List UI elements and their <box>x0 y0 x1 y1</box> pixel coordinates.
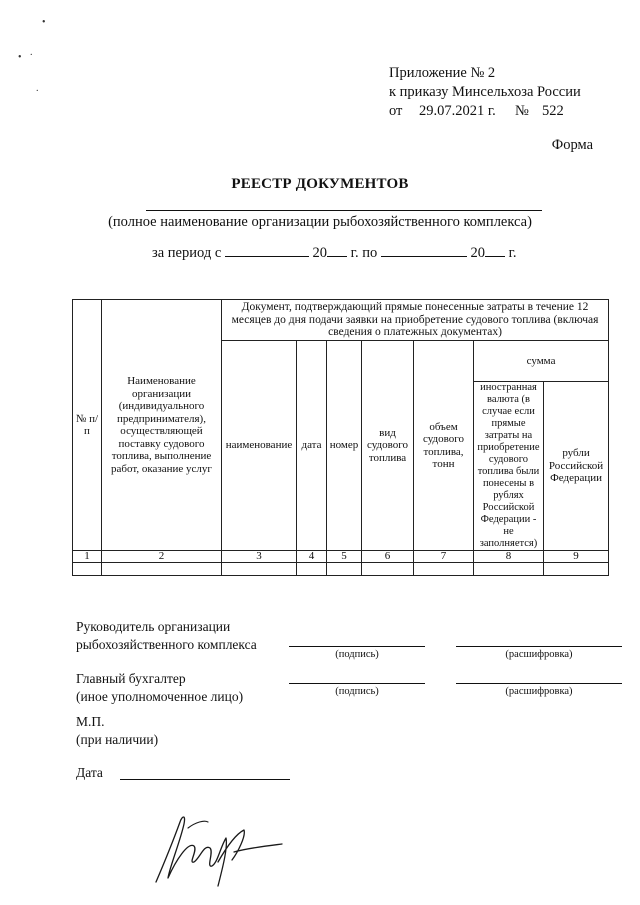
stamp-label-line1: М.П. <box>76 714 105 729</box>
accountant-signature-line[interactable] <box>289 683 425 684</box>
col-header-fuel-volume: объем судового топлива, тонн <box>414 341 474 551</box>
period-year1: 20 <box>312 245 328 261</box>
accountant-rasshifrovka-caption: (расшифровка) <box>505 686 573 697</box>
col-header-rubles: рубли Российской Федерации <box>544 382 609 551</box>
accountant-signature-label <box>76 670 243 706</box>
period-year2: 20 <box>470 245 485 261</box>
register-table <box>72 299 609 576</box>
column-number: 2 <box>102 551 222 563</box>
table-cell[interactable] <box>73 563 102 576</box>
accountant-name-line[interactable] <box>456 683 622 684</box>
col-header-foreign-currency: иностранная валюта (в случае если прямые затраты на приобретение судового топлива были понесены в рублях Российской Федерации - не заполняется) <box>474 382 544 551</box>
table-cell[interactable] <box>102 563 222 576</box>
col-header-fuel-type: вид судового топлива <box>362 341 414 551</box>
col-header-doc-name: наименование <box>222 341 297 551</box>
appendix-header <box>389 64 581 121</box>
table-cell[interactable] <box>474 563 544 576</box>
column-numbers-row <box>73 551 609 563</box>
period-end-label: г. <box>508 245 517 261</box>
period-from-blank <box>225 244 309 257</box>
period-to-blank <box>381 244 467 257</box>
table-cell[interactable] <box>414 563 474 576</box>
column-number: 8 <box>474 551 544 563</box>
head-signature-label <box>76 618 257 654</box>
stamp-label-line2: (при наличии) <box>76 732 159 747</box>
column-number: 6 <box>362 551 414 563</box>
head-signature-line[interactable] <box>289 646 425 647</box>
appendix-ot: от <box>389 103 403 119</box>
appendix-order: к приказу Минсельхоза России <box>389 84 581 100</box>
head-label-line2: рыбохозяйственного комплекса <box>76 637 257 652</box>
period-year1-blank <box>327 244 347 257</box>
table-row-empty <box>73 563 609 576</box>
column-number: 3 <box>222 551 297 563</box>
form-label: Форма <box>551 137 593 153</box>
accountant-label-line2: (иное уполномоченное лицо) <box>76 689 244 704</box>
col-group-document: Документ, подтверждающий прямые понесенные затраты в течение 12 месяцев до дня подачи заявки на приобретение судового топлива (включая сведения о платежных документах) <box>222 300 609 341</box>
stamp-label <box>76 713 158 749</box>
table-cell[interactable] <box>297 563 327 576</box>
col-header-doc-date: дата <box>297 341 327 551</box>
period-from-label: за период с <box>152 245 222 261</box>
column-number: 7 <box>414 551 474 563</box>
table-cell[interactable] <box>327 563 362 576</box>
table-cell[interactable] <box>362 563 414 576</box>
head-name-line[interactable] <box>456 646 622 647</box>
period-to-label: г. по <box>350 245 378 261</box>
period-year2-blank <box>485 244 505 257</box>
org-name-caption: (полное наименование организации рыбохозяйственного комплекса) <box>108 214 532 230</box>
document-title: РЕЕСТР ДОКУМЕНТОВ <box>231 176 409 192</box>
handwritten-signature <box>148 808 288 888</box>
date-line[interactable] <box>120 779 290 780</box>
head-label-line1: Руководитель организации <box>76 619 231 634</box>
column-number: 9 <box>544 551 609 563</box>
appendix-no-sign: № <box>515 103 529 119</box>
appendix-date-row <box>389 102 581 121</box>
appendix-date: 29.07.2021 г. <box>419 103 496 119</box>
col-header-doc-number: номер <box>327 341 362 551</box>
column-number: 5 <box>327 551 362 563</box>
date-label: Дата <box>76 765 103 780</box>
org-name-line <box>146 210 542 211</box>
table-cell[interactable] <box>222 563 297 576</box>
column-number: 1 <box>73 551 102 563</box>
col-header-organization: Наименование организации (индивидуального предпринимателя), осуществляющей поставку судового топлива, выполнение работ, оказание услуг <box>102 300 222 551</box>
column-number: 4 <box>297 551 327 563</box>
accountant-label-line1: Главный бухгалтер <box>76 671 186 686</box>
col-header-number: № п/п <box>73 300 102 551</box>
head-podpis-caption: (подпись) <box>335 649 379 660</box>
period-row <box>152 244 517 262</box>
col-group-sum: сумма <box>474 341 609 382</box>
appendix-order-number: 522 <box>542 103 564 119</box>
head-rasshifrovka-caption: (расшифровка) <box>505 649 573 660</box>
table-cell[interactable] <box>544 563 609 576</box>
accountant-podpis-caption: (подпись) <box>335 686 379 697</box>
appendix-number: Приложение № 2 <box>389 65 496 81</box>
